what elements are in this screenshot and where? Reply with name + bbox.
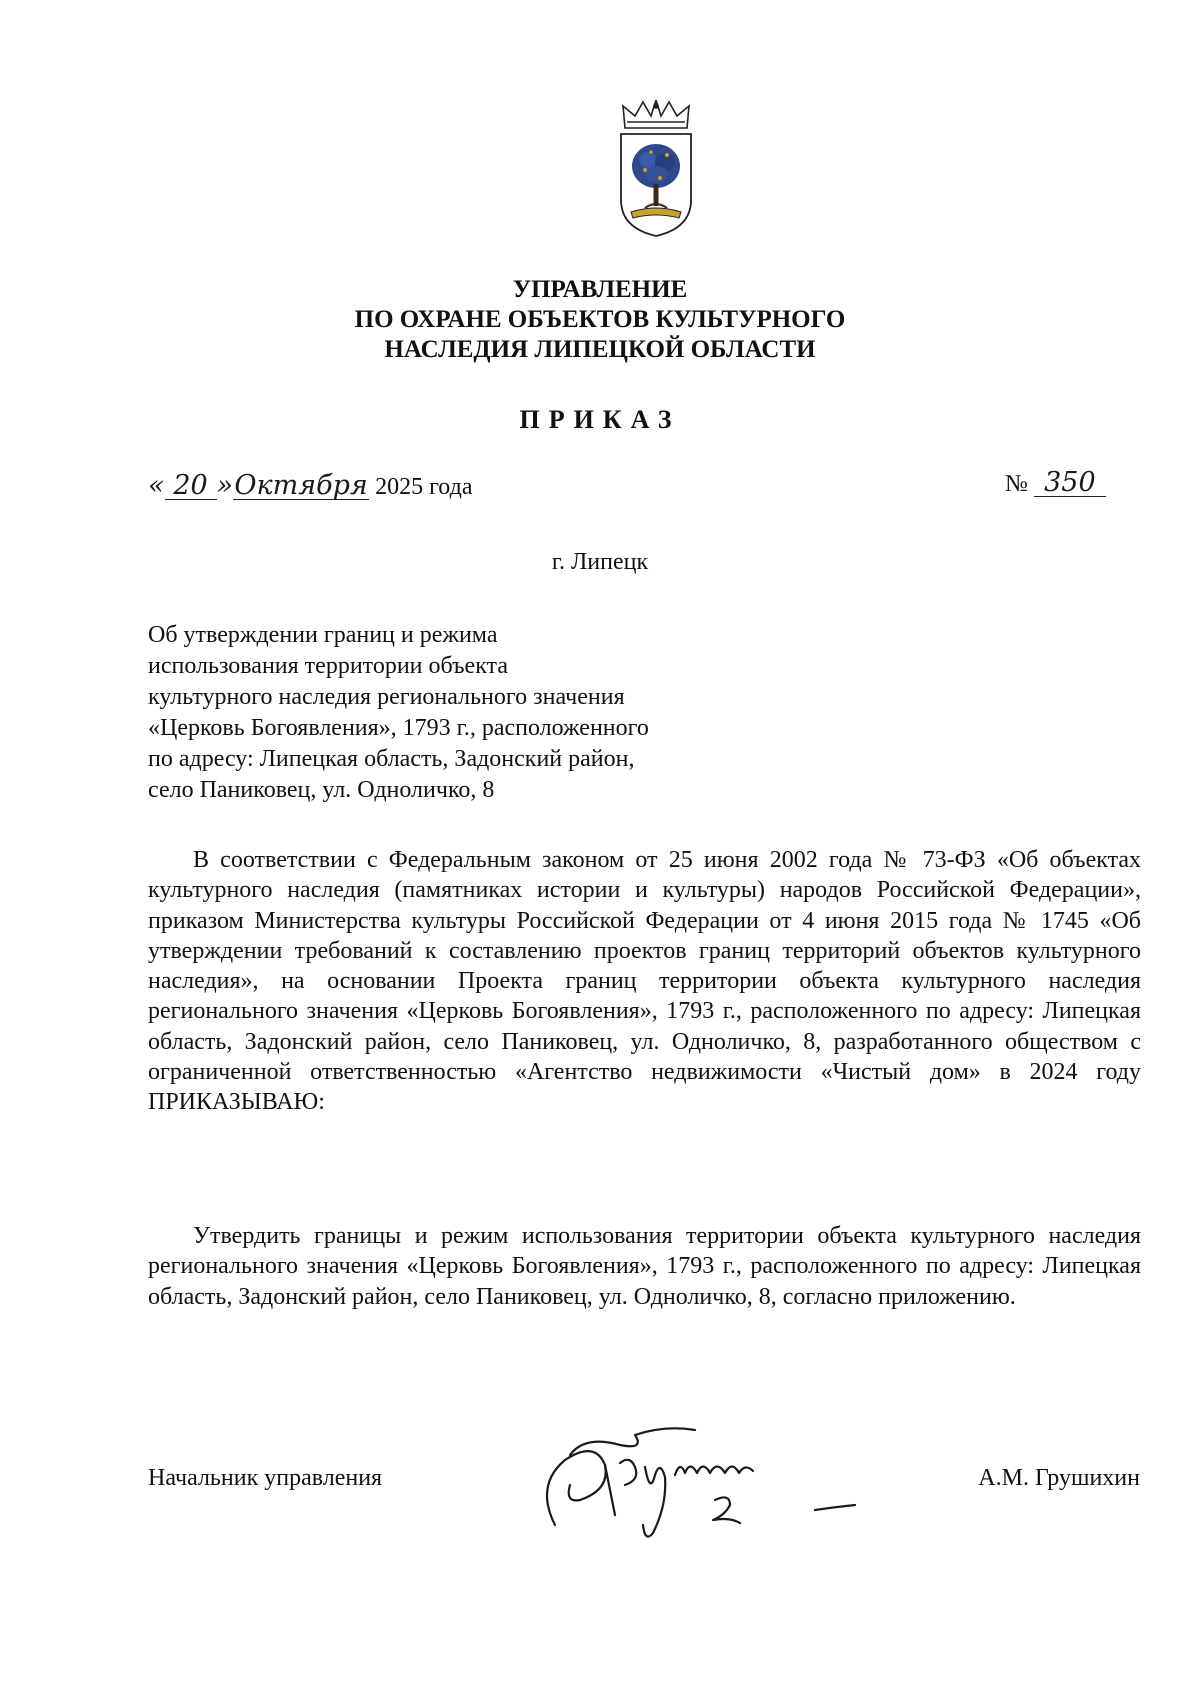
body-paragraph-order: Утвердить границы и режим использования территории объекта культурного наследия регионального значения «Церковь Богоявления», 1793 г., расположенного по адресу: Липецкая область, Задонский район, село Паниковец, ул. Одноличко, 8, согласно приложению. [148, 1223, 1141, 1310]
tree-icon [632, 144, 680, 208]
signatory-position: Начальник управления [148, 1465, 383, 1491]
date-day: 20 [165, 473, 217, 500]
subject-line: «Церковь Богоявления», 1793 г., расположенного [148, 715, 649, 741]
body-paragraph-legal-basis: В соответствии с Федеральным законом от 25 июня 2002 года № 73-ФЗ «Об объектах культурного наследия (памятниках истории и культуры) народов Российской Федерации», приказом Министерства культуры Российской Федерации от 4 июня 2015 года № 1745 «Об утверждении требований к составлению проектов границ территорий объектов культурного наследия», на основании Проекта границ территории объекта культурного наследия регионального значения «Церковь Богоявления», 1793 г., расположенного по адресу: Липецкая область, Задонский район, село Паниковец, ул. Одноличко, 8, разработанного обществом с ограниченной ответственностью «Агентство недвижимости «Чистый дом» в 2024 году ПРИКАЗЫВАЮ: [148, 847, 1141, 1116]
number-value: 350 [1034, 470, 1106, 497]
subject-line: культурного наследия регионального значения [148, 684, 625, 710]
organization-header [0, 275, 1200, 365]
date-year: 2025 года [375, 474, 473, 500]
subject-line: Об утверждении границ и режима [148, 622, 498, 648]
document-type-title: ПРИКАЗ [519, 405, 681, 434]
organization-line-2: ПО ОХРАНЕ ОБЪЕКТОВ КУЛЬТУРНОГО [354, 306, 846, 333]
order-number [1005, 467, 1106, 498]
crown-icon [623, 100, 689, 128]
date-close-quote: » [216, 470, 234, 501]
subject-block [148, 620, 649, 806]
organization-line-3: НАСЛЕДИЯ ЛИПЕЦКОЙ ОБЛАСТИ [384, 336, 816, 363]
signatory-name: А.М. Грушихин [978, 1465, 1140, 1491]
number-label: № [1005, 471, 1028, 497]
subject-line: использования территории объекта [148, 653, 508, 679]
handwritten-signature [525, 1405, 925, 1545]
subject-line: по адресу: Липецкая область, Задонский район, [148, 746, 635, 772]
date-open-quote: « [148, 470, 165, 501]
date-line [148, 470, 472, 501]
city: г. Липецк [551, 549, 649, 575]
organization-line-1: УПРАВЛЕНИЕ [512, 276, 688, 303]
date-month: Октября [234, 470, 368, 501]
coat-of-arms-emblem [615, 100, 697, 240]
subject-line: село Паниковец, ул. Одноличко, 8 [148, 777, 495, 803]
